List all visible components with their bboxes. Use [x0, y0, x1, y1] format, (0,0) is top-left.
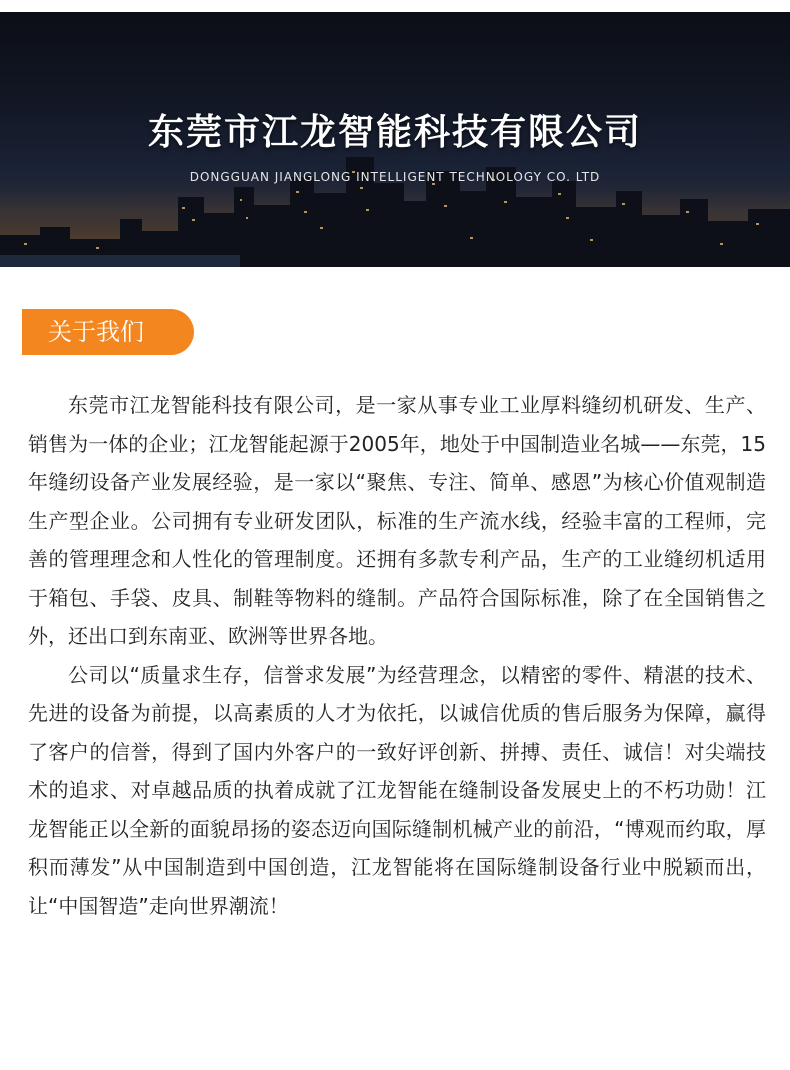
company-description	[28, 386, 766, 925]
city-skyline-image	[0, 147, 790, 267]
hero-banner	[0, 12, 790, 267]
about-us-heading: 关于我们	[22, 309, 194, 355]
company-name-title: 东莞市江龙智能科技有限公司	[147, 112, 642, 153]
description-paragraph: 公司以“质量求生存，信誉求发展”为经营理念，以精密的零件、精湛的技术、先进的设备为前提，以高素质的人才为依托，以诚信优质的售后服务为保障，赢得了客户的信誉，得到了国内外客户的一致好评创新、拼搏、责任、诚信！对尖端技术的追求、对卓越品质的执着成就了江龙智能在缝制设备发展史上的不朽功勋！江龙智能正以全新的面貌昂扬的姿态迈向国际缝制机械产业的前沿，“博观而约取，厚积而薄发”从中国制造到中国创造，江龙智能将在国际缝制设备行业中脱颖而出，让“中国智造”走向世界潮流！	[28, 662, 766, 918]
company-english-name: DONGGUAN JIANGLONG INTELLIGENT TECHNOLOGY CO. LTD	[189, 170, 601, 184]
description-paragraph: 东莞市江龙智能科技有限公司，是一家从事专业工业厚料缝纫机研发、生产、销售为一体的企业；江龙智能起源于2005年，地处于中国制造业名城——东莞，15年缝纫设备产业发展经验，是一家以“聚焦、专注、简单、感恩”为核心价值观制造生产型企业。公司拥有专业研发团队，标准的生产流水线，经验丰富的工程师，完善的管理理念和人性化的管理制度。还拥有多款专利产品，生产的工业缝纫机适用于箱包、手袋、皮具、制鞋等物料的缝制。产品符合国际标准，除了在全国销售之外，还出口到东南亚、欧洲等世界各地。	[28, 393, 766, 648]
